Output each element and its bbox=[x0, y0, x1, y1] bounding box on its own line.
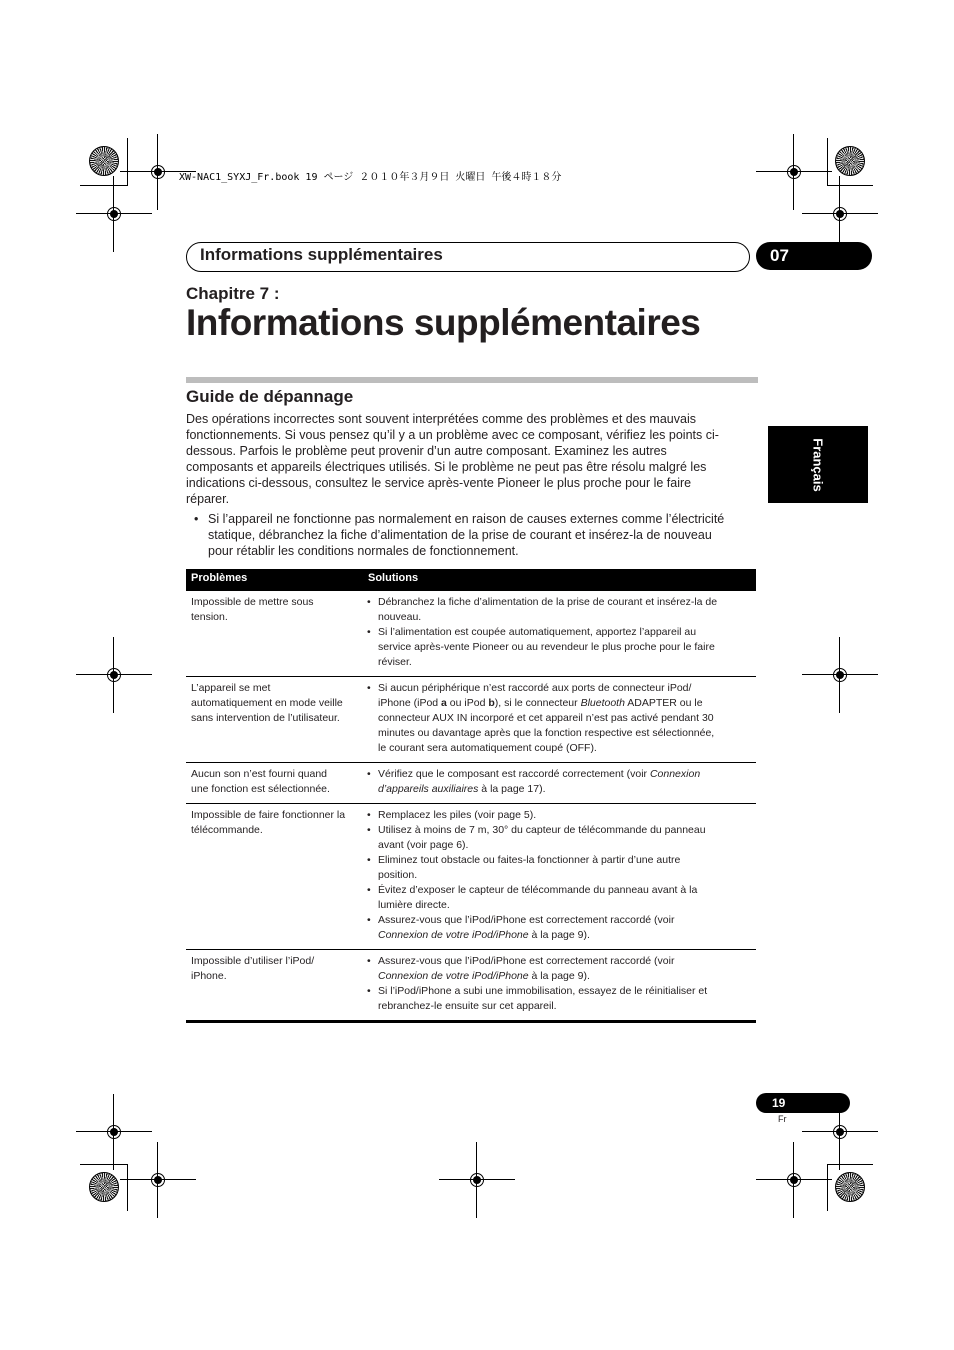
solution-text: connecteur AUX IN incorporé et cet appareil n’est pas activé pendant 30 bbox=[378, 712, 714, 724]
solution-item bbox=[367, 883, 756, 913]
solution-line bbox=[378, 681, 756, 696]
crop-line bbox=[827, 1164, 828, 1211]
crop-line bbox=[827, 185, 873, 186]
solution-text: a bbox=[441, 697, 447, 709]
solution-text: lumière directe. bbox=[378, 899, 450, 911]
section-title: Guide de dépannage bbox=[186, 387, 354, 406]
bullet-dot-icon: • bbox=[194, 512, 199, 526]
problem-line: une fonction est sélectionnée. bbox=[191, 783, 330, 795]
solution-line bbox=[378, 595, 756, 610]
solution-line bbox=[378, 767, 756, 782]
registration-mark bbox=[120, 1142, 196, 1218]
color-bar-starburst bbox=[835, 146, 865, 176]
header-title: Informations supplémentaires bbox=[200, 245, 443, 264]
solution-text: à la page 9). bbox=[528, 929, 590, 941]
page-lang-code: Fr bbox=[778, 1114, 787, 1124]
solution-cell bbox=[367, 591, 756, 676]
solution-item bbox=[367, 913, 756, 943]
solution-text: Connexion de votre iPod/iPhone bbox=[378, 970, 529, 982]
solution-line bbox=[378, 838, 756, 853]
troubleshooting-table bbox=[186, 569, 756, 1023]
solution-text: Assurez-vous que l’iPod/iPhone est correctement raccordé (voir bbox=[378, 955, 675, 967]
solution-text: Débranchez la fiche d’alimentation de la prise de courant et insérez-la de bbox=[378, 596, 718, 608]
solution-text: avant (voir page 6). bbox=[378, 839, 469, 851]
solution-item bbox=[367, 823, 756, 853]
problem-cell bbox=[191, 808, 363, 838]
intro-line: fonctionnements. Si vous pensez qu’il y a un problème avec ce composant, vérifiez les points ci- bbox=[186, 428, 719, 442]
solution-text: nouveau. bbox=[378, 611, 422, 623]
registration-mark bbox=[802, 637, 878, 713]
solution-line bbox=[378, 610, 756, 625]
problem-line: Impossible d’utiliser l’iPod/ bbox=[191, 955, 315, 967]
solution-text: Connexion bbox=[649, 768, 701, 780]
solution-item bbox=[367, 954, 756, 984]
solution-text: Eliminez tout obstacle ou faites-la fonctionner à partir d’une autre bbox=[378, 854, 681, 866]
solution-line bbox=[378, 853, 756, 868]
solution-text: rebranchez-le ensuite sur cet appareil. bbox=[378, 1000, 557, 1012]
bullet-line: Si l’appareil ne fonctionne pas normalement en raison de causes externes comme l’électricité bbox=[208, 512, 725, 526]
table-header bbox=[186, 569, 756, 591]
solution-text: minutes ou davantage après que la fonction respective est sélectionnée, bbox=[378, 727, 715, 739]
bullet-text bbox=[208, 511, 724, 559]
registration-mark bbox=[439, 1142, 515, 1218]
crop-line bbox=[827, 1164, 873, 1165]
solution-text: position. bbox=[378, 869, 418, 881]
solution-item bbox=[367, 625, 756, 670]
solution-text: b bbox=[488, 697, 495, 709]
solution-line bbox=[378, 808, 756, 823]
problem-line: tension. bbox=[191, 611, 228, 623]
solution-cell bbox=[367, 804, 756, 949]
solution-text: Connexion de votre iPod/iPhone bbox=[378, 929, 529, 941]
color-bar-starburst bbox=[835, 1172, 865, 1202]
solution-cell bbox=[367, 763, 756, 803]
problem-line: Aucun son n’est fourni quand bbox=[191, 768, 328, 780]
chapter-number-badge: 07 bbox=[756, 242, 872, 270]
solution-item bbox=[367, 595, 756, 625]
solution-item bbox=[367, 808, 756, 823]
solution-text: Vérifiez que le composant est raccordé correctement (voir bbox=[378, 768, 650, 780]
solution-line bbox=[378, 928, 756, 943]
registration-mark bbox=[76, 176, 152, 252]
color-bar-starburst bbox=[89, 146, 119, 176]
solution-line bbox=[378, 655, 756, 670]
solution-text: Évitez d’exposer le capteur de télécommande du panneau avant à la bbox=[378, 884, 698, 896]
registration-mark bbox=[802, 176, 878, 252]
crop-line bbox=[127, 1164, 128, 1211]
bullet-dot-icon: • bbox=[367, 955, 371, 967]
table-row bbox=[186, 591, 756, 676]
registration-mark bbox=[76, 637, 152, 713]
page-number: 19 bbox=[756, 1093, 850, 1113]
solution-line bbox=[378, 999, 756, 1014]
solution-text: réviser. bbox=[378, 656, 412, 668]
color-bar-starburst bbox=[89, 1172, 119, 1202]
problem-line: sans intervention de l’utilisateur. bbox=[191, 712, 340, 724]
solution-item bbox=[367, 984, 756, 1014]
solution-text: Si l’alimentation est coupée automatiquement, apportez l’appareil au bbox=[378, 626, 697, 638]
solution-text: ), si le connecteur bbox=[494, 697, 581, 709]
solution-text: Si aucun périphérique n’est raccordé aux ports de connecteur iPod/ bbox=[378, 682, 692, 694]
bullet-line: pour rétablir les conditions normales de fonctionnement. bbox=[208, 544, 519, 558]
bullet-dot-icon: • bbox=[367, 914, 371, 926]
bullet-dot-icon: • bbox=[367, 824, 371, 836]
intro-line: indications ci-dessous, consultez le service après-vente Pioneer le plus proche pour le faire bbox=[186, 476, 692, 490]
problem-cell bbox=[191, 767, 363, 797]
bullet-line: statique, débranchez la fiche d’alimentation de la prise de courant et insérez-la de nouveau bbox=[208, 528, 712, 542]
solution-text: Assurez-vous que l’iPod/iPhone est correctement raccordé (voir bbox=[378, 914, 675, 926]
solution-line bbox=[378, 726, 756, 741]
solution-item bbox=[367, 853, 756, 883]
section-divider bbox=[186, 377, 758, 383]
solution-line bbox=[378, 711, 756, 726]
problem-line: L’appareil se met bbox=[191, 682, 271, 694]
bullet-dot-icon: • bbox=[367, 854, 371, 866]
chapter-label: Chapitre 7 : bbox=[186, 284, 280, 303]
intro-paragraph bbox=[186, 411, 758, 507]
solution-text: Bluetooth bbox=[580, 697, 625, 709]
problem-line: iPhone. bbox=[191, 970, 227, 982]
solution-line bbox=[378, 913, 756, 928]
bullet-dot-icon: • bbox=[367, 682, 371, 694]
solution-line bbox=[378, 883, 756, 898]
solution-item bbox=[367, 681, 756, 756]
bullet-dot-icon: • bbox=[367, 626, 371, 638]
solution-text: iPhone (iPod bbox=[378, 697, 442, 709]
solution-text: Remplacez les piles (voir page 5). bbox=[378, 809, 537, 821]
header-solutions: Solutions bbox=[368, 572, 419, 584]
crop-line bbox=[80, 1164, 128, 1165]
language-tab-label: Français bbox=[810, 437, 826, 492]
bullet-dot-icon: • bbox=[367, 985, 371, 997]
solution-line bbox=[378, 741, 756, 756]
crop-line bbox=[827, 138, 828, 185]
problem-line: télécommande. bbox=[191, 824, 263, 836]
bullet-dot-icon: • bbox=[367, 809, 371, 821]
table-row bbox=[186, 949, 756, 1020]
intro-line: dessous. Parfois le problème peut provenir d’un autre composant. Examinez les autres bbox=[186, 444, 667, 458]
solution-line bbox=[378, 969, 756, 984]
solution-text: d’appareils auxiliaires bbox=[378, 783, 479, 795]
solution-text: ADAPTER ou le bbox=[624, 697, 703, 709]
solution-line bbox=[378, 898, 756, 913]
problem-cell bbox=[191, 595, 363, 625]
intro-line: composants et appareils électriques utilisés. Si le problème ne peut pas être résolu malgré les bbox=[186, 460, 707, 474]
solution-line bbox=[378, 696, 756, 711]
print-file-info: XW-NAC1_SYXJ_Fr.book 19 ページ ２０１０年３月９日 火曜日 午後４時１８分 bbox=[179, 172, 562, 183]
problem-line: automatiquement en mode veille bbox=[191, 697, 343, 709]
solution-text: à la page 9). bbox=[528, 970, 590, 982]
solution-line bbox=[378, 984, 756, 999]
intro-line: réparer. bbox=[186, 492, 230, 506]
solution-line bbox=[378, 625, 756, 640]
bullet-dot-icon: • bbox=[367, 884, 371, 896]
solution-text: ou iPod bbox=[446, 697, 489, 709]
solution-text: service après-vente Pioneer ou au revendeur le plus proche pour le faire bbox=[378, 641, 715, 653]
crop-line bbox=[127, 138, 128, 185]
table-row bbox=[186, 803, 756, 949]
table-row bbox=[186, 762, 756, 803]
solution-text: Utilisez à moins de 7 m, 30° du capteur de télécommande du panneau bbox=[378, 824, 706, 836]
language-tab bbox=[768, 426, 868, 503]
header-problems: Problèmes bbox=[191, 572, 248, 584]
solution-text: Si l’iPod/iPhone a subi une immobilisation, essayez de le réinitialiser et bbox=[378, 985, 708, 997]
bullet-dot-icon: • bbox=[367, 596, 371, 608]
registration-mark bbox=[756, 1142, 832, 1218]
problem-line: Impossible de mettre sous bbox=[191, 596, 314, 608]
intro-line: Des opérations incorrectes sont souvent interprétées comme des problèmes et des mauvais bbox=[186, 412, 696, 426]
table-body bbox=[186, 591, 756, 1020]
table-row bbox=[186, 676, 756, 762]
bullet-dot-icon: • bbox=[367, 768, 371, 780]
solution-line bbox=[378, 640, 756, 655]
solution-line bbox=[378, 868, 756, 883]
solution-text: le courant sera automatiquement coupé (OFF). bbox=[378, 742, 597, 754]
solution-line bbox=[378, 782, 756, 797]
solution-item bbox=[367, 767, 756, 797]
solution-line bbox=[378, 954, 756, 969]
problem-line: Impossible de faire fonctionner la bbox=[191, 809, 346, 821]
crop-line bbox=[80, 185, 128, 186]
problem-cell bbox=[191, 954, 363, 984]
chapter-title: Informations supplémentaires bbox=[186, 302, 701, 343]
solution-line bbox=[378, 823, 756, 838]
solution-text: à la page 17). bbox=[478, 783, 546, 795]
solution-cell bbox=[367, 950, 756, 1020]
solution-cell bbox=[367, 677, 756, 762]
problem-cell bbox=[191, 681, 363, 726]
